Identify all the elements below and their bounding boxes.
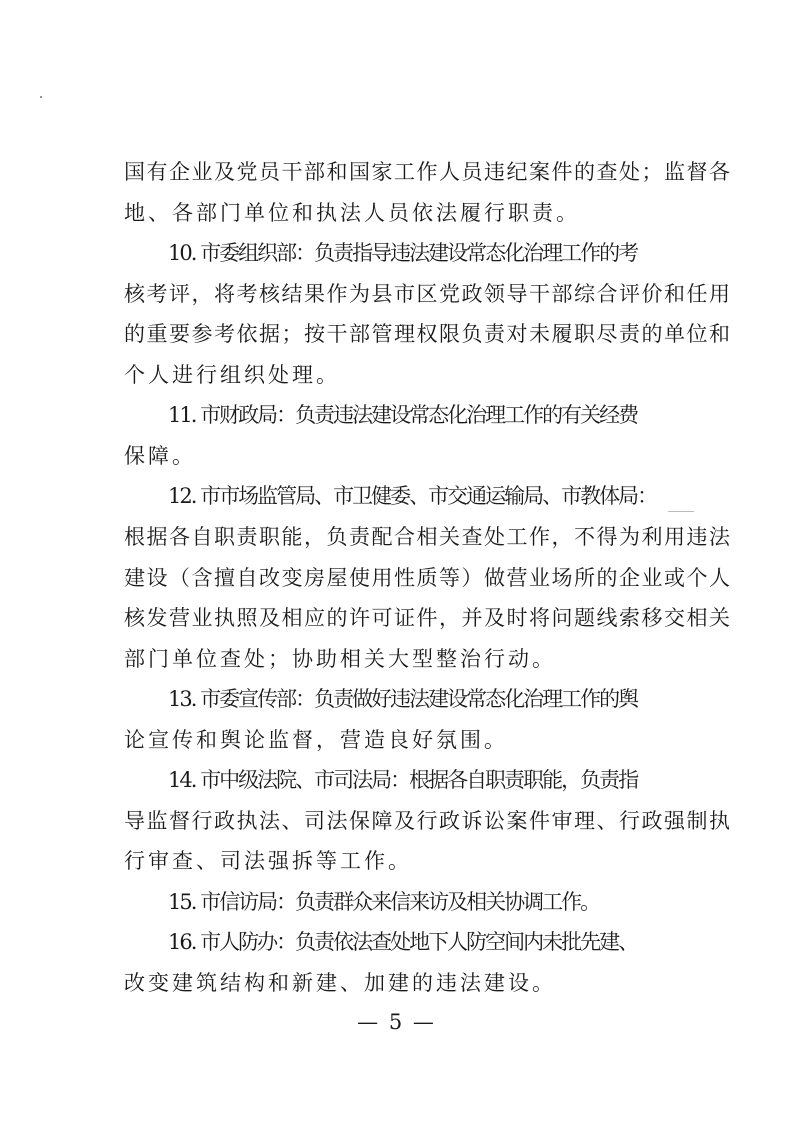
text-line: 保障。 xyxy=(124,444,196,468)
text-line: 根据各自职责职能，负责配合相关查处工作，不得为利用违法 xyxy=(124,525,732,549)
text-line: 10. 市委组织部：负责指导违法建设常态化治理工作的考 xyxy=(168,241,638,265)
page-number: — 5 — xyxy=(357,1010,436,1034)
text-line: 部门单位查处；协助相关大型整治行动。 xyxy=(124,647,556,671)
text-line: 改变建筑结构和新建、加建的违法建设。 xyxy=(124,971,556,995)
text-line: 14. 市中级法院、市司法局：根据各自职责职能，负责指 xyxy=(168,768,638,792)
text-line: 13. 市委宣传部：负责做好违法建设常态化治理工作的舆 xyxy=(168,687,638,711)
text-line: 论宣传和舆论监督，营造良好氛围。 xyxy=(124,728,508,752)
text-line: 的重要参考依据；按干部管理权限负责对未履职尽责的单位和 xyxy=(124,322,732,346)
text-line: 国有企业及党员干部和国家工作人员违纪案件的查处；监督各 xyxy=(124,160,732,184)
text-line: 16. 市人防办：负责依法查处地下人防空间内未批先建、 xyxy=(168,930,638,954)
text-line: 建设（含擅自改变房屋使用性质等）做营业场所的企业或个人 xyxy=(124,566,732,590)
scan-speck xyxy=(40,96,42,98)
text-line: 12. 市市场监管局、市卫健委、市交通运输局、市教体局： xyxy=(168,484,657,508)
text-line: 个人进行组织处理。 xyxy=(124,363,340,387)
text-line: 行审查、司法强拆等工作。 xyxy=(124,849,412,873)
text-line: 11. 市财政局：负责违法建设常态化治理工作的有关经费 xyxy=(168,403,638,427)
text-line: 核考评，将考核结果作为县市区党政领导干部综合评价和任用 xyxy=(124,282,732,306)
text-line: 15. 市信访局：负责群众来信来访及相关协调工作。 xyxy=(168,890,600,914)
text-line: 核发营业执照及相应的许可证件，并及时将问题线索移交相关 xyxy=(124,606,732,630)
text-line: 地、各部门单位和执法人员依法履行职责。 xyxy=(124,201,580,225)
text-line: 导监督行政执法、司法保障及行政诉讼案件审理、行政强制执 xyxy=(124,809,732,833)
scan-mark xyxy=(668,511,694,512)
